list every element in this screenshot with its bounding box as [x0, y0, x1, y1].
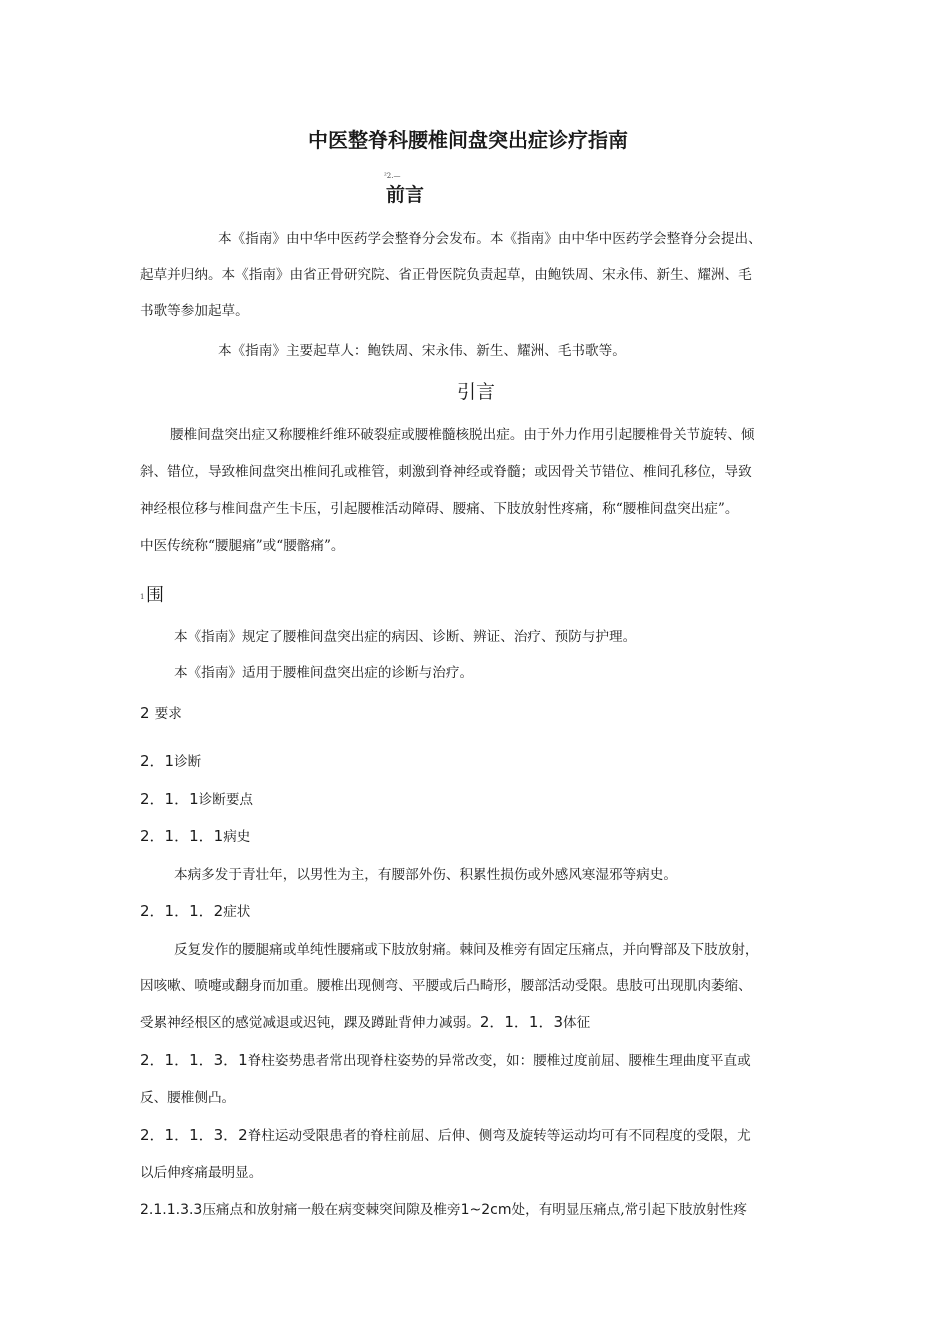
scope-heading: 围 [146, 585, 164, 606]
section-2-1-1-3-1-text: 脊柱姿势患者常出现脊柱姿势的异常改变，如：腰椎过度前屈、腰椎生理曲度平直或 [247, 1053, 751, 1069]
section-2-1-1-heading [140, 788, 253, 809]
intro-line-3: 神经根位移与椎间盘产生卡压，引起腰椎活动障碍、腰痛、下肢放射性疼痛，称“腰椎间盘突出症”。 [140, 501, 739, 517]
section-2-1-1-1-title: 病史 [223, 829, 251, 845]
section-2-1-1-3-3-number: 2.1.1.3.3 [140, 1202, 203, 1218]
intro-line-2: 斜、错位，导致椎间盘突出椎间孔或椎管，刺激到脊神经或脊髓；或因骨关节错位、椎间孔移位，导致 [140, 464, 752, 480]
section-2-1-1-3-3-distance: 1~2cm [460, 1202, 512, 1218]
section-2-1-1-3-2-text: 脊柱运动受限患者的脊柱前屈、后伸、侧弯及旋转等运动均可有不同程度的受限，尤 [247, 1128, 751, 1144]
section-2-1-1-2-title: 症状 [223, 904, 251, 920]
preface-heading: 前言 [386, 184, 425, 206]
section-2-1-1-3-1 [140, 1049, 751, 1070]
section-2-1-1-3-1-number: 2．1．1．3．1 [140, 1051, 248, 1069]
intro-line-4: 中医传统称“腰腿痛”或“腰髂痛”。 [140, 538, 345, 554]
section-2-1-1-3-number: 2．1．1．3 [479, 1013, 564, 1031]
section-2-1-1-2-heading [140, 900, 250, 921]
section-2-1-number: 2．1 [140, 752, 175, 770]
section-2-1-heading [140, 750, 201, 771]
section-2-1-1-3-2-number: 2．1．1．3．2 [140, 1126, 248, 1144]
preface-line-1: 本《指南》由中华中医药学会整脊分会发布。本《指南》由中华中医药学会整脊分会提出、 [218, 231, 762, 247]
scope-number: 1 [140, 593, 145, 601]
document-title: 中医整脊科腰椎间盘突出症诊疗指南 [308, 128, 628, 152]
section-2-1-1-3-title: 体征 [563, 1015, 591, 1031]
scope-line-2: 本《指南》适用于腰椎间盘突出症的诊断与治疗。 [174, 665, 474, 681]
symptoms-line-3 [140, 1011, 590, 1032]
section-2-heading [140, 702, 182, 722]
page-mark: ²2.— [384, 172, 401, 180]
symptoms-line-1: 反复发作的腰腿痛或单纯性腰痛或下肢放射痛。棘间及椎旁有固定压痛点，并向臀部及下肢放射， [174, 942, 759, 958]
preface-line-2: 起草并归纳。本《指南》由省正骨研究院、省正骨医院负责起草，由鲍铁周、宋永伟、新生、耀洲、毛 [140, 267, 752, 283]
section-2-number: 2 [140, 704, 150, 722]
section-2-1-1-1-number: 2．1．1．1 [140, 827, 224, 845]
preface-line-3: 书歌等参加起草。 [140, 303, 249, 319]
section-2-1-1-3-3-text-a: 压痛点和放射痛一般在病变棘突间隙及椎旁 [202, 1202, 461, 1218]
symptoms-line-2: 因咳嗽、喷嚏或翻身而加重。腰椎出现侧弯、平腰或后凸畸形，腰部活动受限。患肢可出现肌肉萎缩、 [140, 978, 752, 994]
section-2-1-1-1-heading [140, 825, 250, 846]
section-2-1-1-3-3 [140, 1198, 747, 1218]
intro-line-1: 腰椎间盘突出症又称腰椎纤维环破裂症或腰椎髓核脱出症。由于外力作用引起腰椎骨关节旋转、倾 [170, 427, 755, 443]
section-2-1-1-2-number: 2．1．1．2 [140, 902, 224, 920]
section-2-1-1-number: 2．1．1 [140, 790, 199, 808]
symptoms-line-3-text: 受累神经根区的感觉减退或迟钝，踝及蹲趾背伸力减弱。 [140, 1015, 480, 1031]
section-2-1-1-3-2-cont: 以后伸疼痛最明显。 [140, 1165, 263, 1181]
preface-drafters: 本《指南》主要起草人：鲍铁周、宋永伟、新生、耀洲、毛书歌等。 [218, 343, 626, 359]
section-2-1-title: 诊断 [174, 754, 202, 770]
section-2-1-1-3-2 [140, 1124, 751, 1145]
section-2-1-1-3-3-text-b: 处，有明显压痛点,常引起下肢放射性疼 [511, 1202, 747, 1218]
intro-heading: 引言 [457, 381, 496, 403]
history-text: 本病多发于青壮年，以男性为主，有腰部外伤、积累性损伤或外感风寒湿邪等病史。 [174, 867, 677, 883]
section-2-title: 要求 [154, 706, 182, 722]
section-2-1-1-3-1-cont: 反、腰椎侧凸。 [140, 1090, 236, 1106]
section-2-1-1-title: 诊断要点 [198, 792, 254, 808]
scope-line-1: 本《指南》规定了腰椎间盘突出症的病因、诊断、辨证、治疗、预防与护理。 [174, 629, 637, 645]
